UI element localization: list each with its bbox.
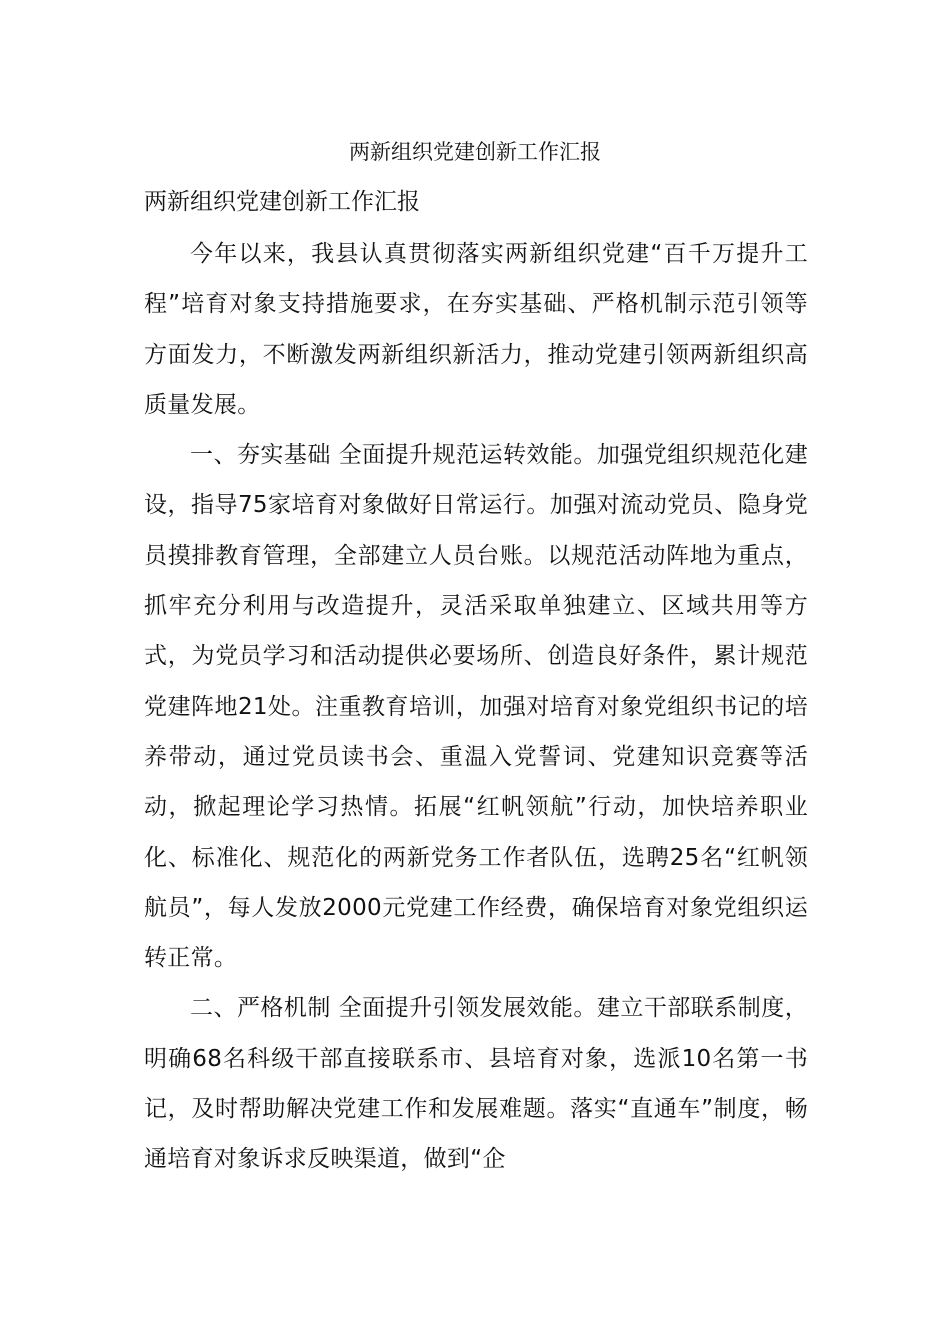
paragraph-intro: 今年以来，我县认真贯彻落实两新组织党建“百千万提升工程”培育对象支持措施要求，在夯实基础、严格机制示范引领等方面发力，不断激发两新组织新活力，推动党建引领两新组织高质量发展。: [144, 241, 808, 418]
document-title: 两新组织党建创新工作汇报: [349, 140, 601, 164]
paragraph-section-2: 二、严格机制 全面提升引领发展效能。建立干部联系制度，明确68名科级干部直接联系市、县培育对象，选派10名第一书记，及时帮助解决党建工作和发展难题。落实“直通车”制度，畅通培育对象诉求反映渠道，做到“企: [144, 995, 808, 1173]
document-body: [144, 229, 808, 1185]
paragraph-section-1: 一、夯实基础 全面提升规范运转效能。加强党组织规范化建设，指导75家培育对象做好日常运行。加强对流动党员、隐身党员摸排教育管理，全部建立人员台账。以规范活动阵地为重点，抓牢充分利用与改造提升，灵活采取单独建立、区域共用等方式，为党员学习和活动提供必要场所、创造良好条件，累计规范党建阵地21处。注重教育培训，加强对培育对象党组织书记的培养带动，通过党员读书会、重温入党誓词、党建知识竞赛等活动，掀起理论学习热情。拓展“红帆领航”行动，加快培养职业化、标准化、规范化的两新党务工作者队伍，选聘25名“红帆领航员”，每人发放2000元党建工作经费，确保培育对象党组织运转正常。: [144, 442, 808, 972]
document-subtitle: 两新组织党建创新工作汇报: [144, 189, 420, 215]
